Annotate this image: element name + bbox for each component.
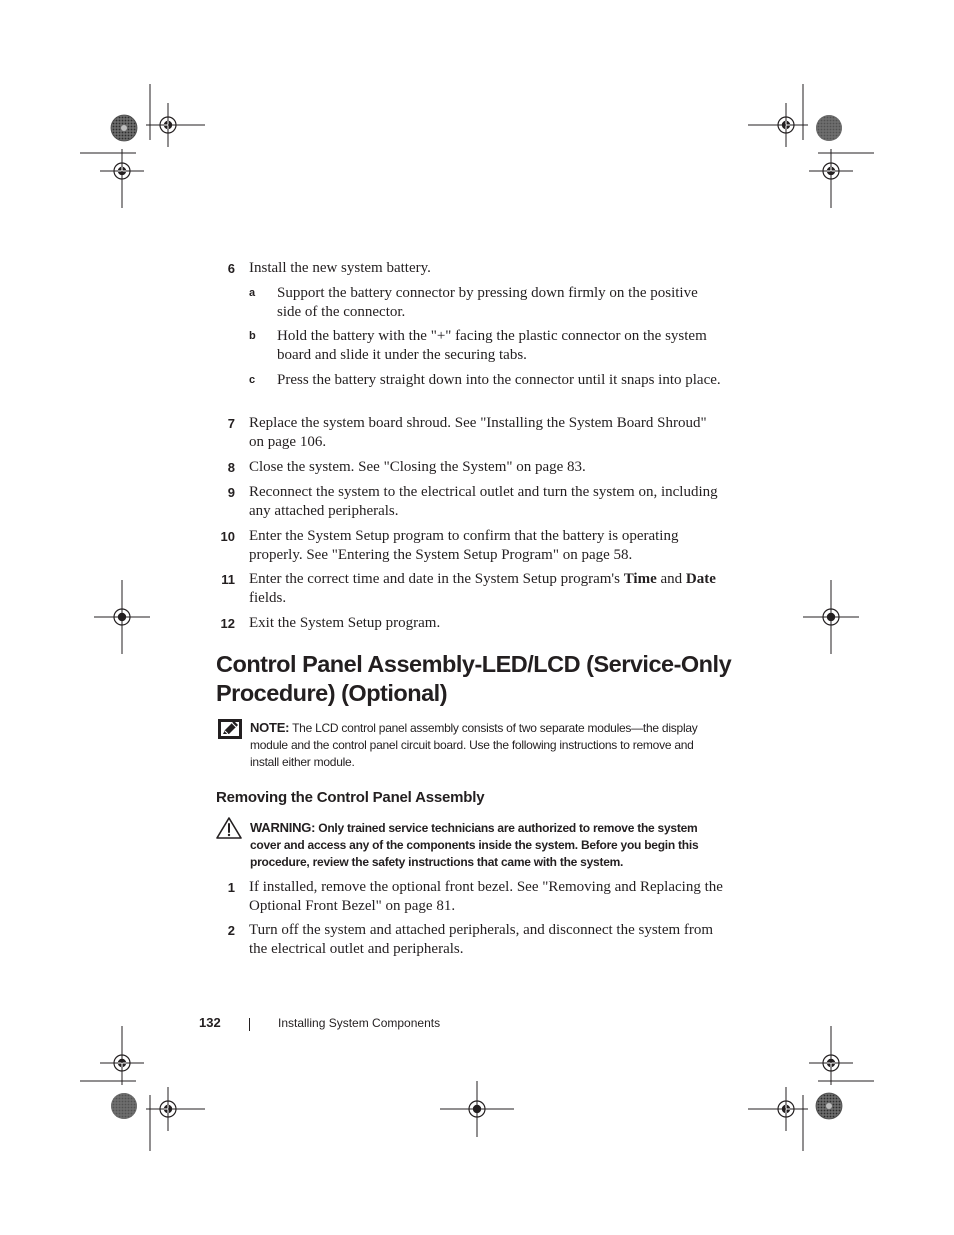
substep-text: Press the battery straight down into the connector until it snaps into place.	[277, 372, 721, 388]
step-number: 12	[220, 616, 235, 631]
time-field-name: Time	[623, 571, 657, 587]
registration-mark-icon	[816, 1093, 842, 1119]
date-field-name: Date	[685, 571, 716, 587]
step-number: 1	[227, 880, 235, 895]
warning-text: Only trained service technicians are authorized to remove the system cover and access any of the components inside the system. Before you begin this procedure, review the safety instructions that came with the system.	[250, 821, 699, 869]
subsection-title: Removing the Control Panel Assembly	[216, 789, 485, 806]
substep-text: Support the battery connector by pressing down firmly on the positive side of the connector.	[277, 285, 698, 320]
page-number: 132	[199, 1015, 221, 1030]
note-label: NOTE:	[250, 720, 290, 735]
step-text: Enter the System Setup program to confirm that the battery is operating properly. See "Entering the System Setup Program" on page 58.	[249, 528, 679, 563]
note-text: The LCD control panel assembly consists of two separate modules—the display module and the control panel circuit board. Use the following instructions to remove and install either module.	[250, 721, 698, 769]
step-text: Turn off the system and attached peripherals, and disconnect the system from the electrical outlet and peripherals.	[249, 922, 714, 957]
note-callout	[250, 719, 720, 771]
registration-mark-icon	[111, 115, 137, 141]
registration-mark-icon	[816, 115, 842, 141]
step-text: If installed, remove the optional front bezel. See "Removing and Replacing the Optional Front Bezel" on page 81.	[249, 879, 723, 914]
step-number: 7	[227, 416, 235, 431]
step-number: 2	[227, 923, 235, 938]
step-number: 6	[227, 261, 235, 276]
registration-mark-icon	[111, 1093, 137, 1119]
step-text: Exit the System Setup program.	[249, 615, 441, 631]
step-number: 10	[220, 529, 235, 544]
section-title: Control Panel Assembly-LED/LCD (Service-Only Procedure) (Optional)	[216, 651, 732, 706]
warning-callout	[250, 819, 720, 871]
step-text: Install the new system battery.	[249, 260, 431, 276]
step-text: Reconnect the system to the electrical outlet and turn the system on, including any attached peripherals.	[249, 484, 718, 519]
step-number: 11	[221, 572, 235, 587]
substep-letter: a	[249, 287, 256, 299]
pencil-note-icon	[218, 719, 242, 739]
step-text: Enter the correct time and date in the System Setup program's Time and Date fields.	[249, 571, 716, 606]
step-number: 9	[227, 485, 235, 500]
running-title: Installing System Components	[278, 1016, 441, 1030]
caution-triangle-icon	[216, 817, 242, 839]
step-text: Close the system. See "Closing the System" on page 83.	[249, 459, 586, 475]
substep-text: Hold the battery with the "+" facing the plastic connector on the system board and slide it under the securing tabs.	[277, 328, 707, 363]
footer-divider	[249, 1018, 250, 1031]
step-text: Replace the system board shroud. See "Installing the System Board Shroud" on page 106.	[249, 415, 707, 450]
substep-letter: c	[249, 374, 256, 386]
warning-label: WARNING:	[250, 820, 316, 835]
substep-letter: b	[249, 330, 256, 342]
step-number: 8	[227, 460, 235, 475]
